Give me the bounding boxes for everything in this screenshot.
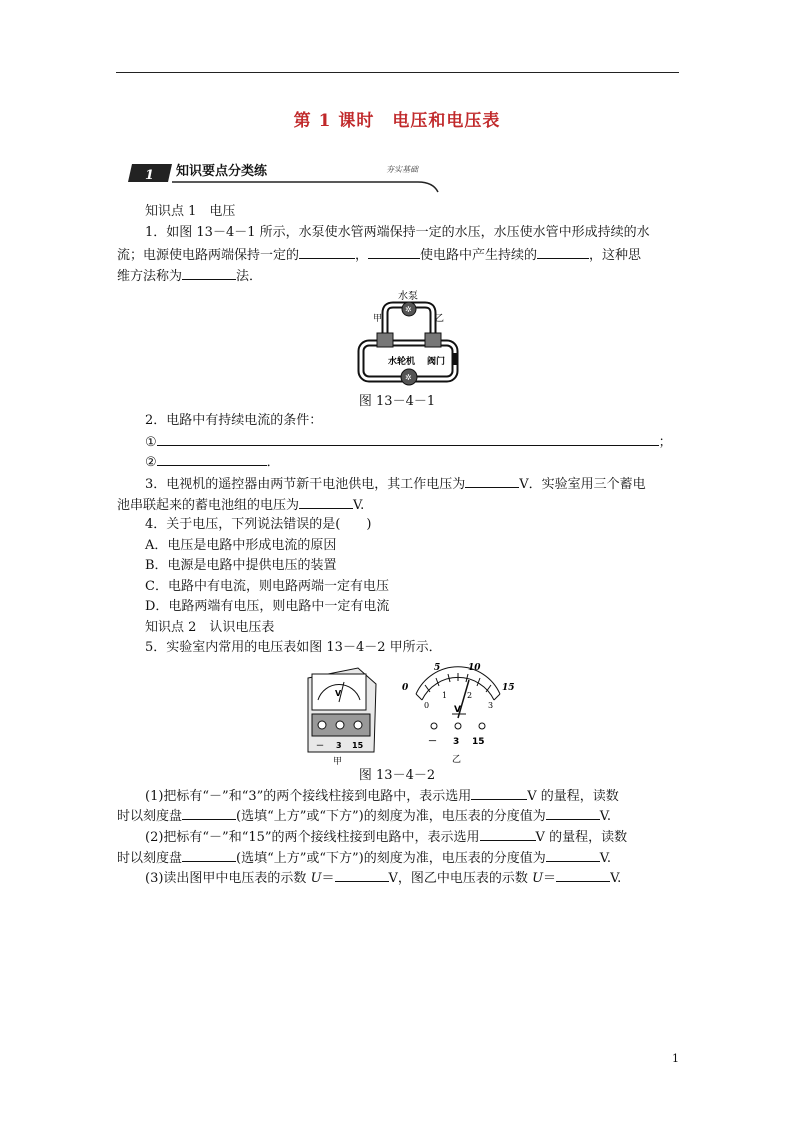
jia-label: 甲 [373, 314, 383, 324]
upper-tick-10: 10 [468, 663, 481, 673]
jia-minus: － [316, 741, 324, 750]
kp2-heading: 知识点 2 认识电压表 [145, 620, 275, 635]
svg-text:✲: ✲ [405, 305, 412, 314]
lower-tick-0: 0 [424, 701, 430, 710]
water-circuit-diagram [355, 287, 461, 387]
q4-option-a[interactable]: A．电压是电路中形成电流的原因 [145, 538, 337, 553]
jia-caption: 甲 [333, 757, 343, 767]
yi-three: 3 [453, 737, 460, 747]
q1-line1: 1．如图 13－4－1 所示，水泵使水管两端保持一定的水压，水压使水管中形成持续的水 [145, 225, 650, 240]
q2-stem: 2．电路中有持续电流的条件： [145, 413, 323, 428]
voltmeter-dial [402, 663, 515, 765]
valve-label: 阀门 [427, 357, 446, 367]
q5-blank8[interactable] [556, 867, 610, 882]
upper-tick-0: 0 [402, 683, 409, 693]
jia-v-label: V [335, 689, 342, 698]
q2-blank2[interactable] [157, 451, 267, 466]
svg-text:✲: ✲ [405, 373, 412, 382]
q5-blank4[interactable] [480, 826, 536, 841]
upper-tick-5: 5 [434, 663, 441, 673]
q3-blank2[interactable] [299, 494, 353, 509]
pump-label: 水泵 [398, 291, 418, 302]
banner-badge: 1 [145, 168, 155, 183]
section-banner [128, 158, 440, 194]
header-rule [116, 72, 679, 73]
q4-option-b[interactable]: B．电源是电路中提供电压的装置 [145, 558, 337, 573]
yi-minus: － [428, 737, 438, 747]
q5-p1-line1: (1)把标有“－”和“3”的两个接线柱接到电路中，表示选用 V 的量程，读数 [145, 785, 619, 807]
voltmeter-diagram [300, 660, 530, 768]
q5-blank6[interactable] [546, 847, 600, 862]
banner-tag: 夯实基础 [386, 165, 418, 174]
q3-line2: 池串联起来的蓄电池组的电压为 V. [117, 494, 364, 516]
lower-tick-2: 2 [467, 691, 473, 700]
upper-tick-15: 15 [502, 683, 515, 693]
q2-cond1: ① ； [145, 431, 672, 453]
q4-stem: 4．关于电压，下列说法错误的是( ) [145, 517, 372, 532]
q5-blank3[interactable] [546, 805, 600, 820]
q5-blank5[interactable] [182, 847, 236, 862]
q5-p3: (3)读出图甲中电压表的示数 U＝ V，图乙中电压表的示数 U＝ V. [145, 867, 621, 889]
fig2-caption: 图 13－4－2 [358, 768, 436, 783]
fig1-caption: 图 13－4－1 [358, 394, 436, 409]
q2-cond2: ② ． [145, 451, 280, 473]
q5-blank2[interactable] [182, 805, 236, 820]
q4-option-c[interactable]: C．电路中有电流，则电路两端一定有电压 [145, 579, 389, 594]
voltmeter-figure [300, 660, 530, 768]
yi-fifteen: 15 [472, 737, 485, 747]
q5-blank7[interactable] [335, 867, 389, 882]
yi-caption: 乙 [452, 755, 462, 765]
q5-stem: 5．实验室内常用的电压表如图 13－4－2 甲所示． [145, 640, 442, 655]
q5-blank1[interactable] [471, 785, 527, 800]
q5-p2-line1: (2)把标有“－”和“15”的两个接线柱接到电路中，表示选用 V 的量程，读数 [145, 826, 627, 848]
water-circuit-figure [355, 287, 461, 387]
page-title: 第 1 课时 电压和电压表 [293, 111, 501, 131]
q3-line1: 3．电视机的遥控器由两节新干电池供电，其工作电压为 V．实验室用三个蓄电 [145, 473, 646, 495]
lower-tick-3: 3 [488, 701, 494, 710]
kp1-heading: 知识点 1 电压 [145, 204, 236, 219]
jia-three: 3 [336, 741, 342, 750]
q1-line3: 维方法称为 法． [117, 265, 262, 287]
q5-p1-line2: 时以刻度盘 (选填“上方”或“下方”)的刻度为准，电压表的分度值为 V. [117, 805, 611, 827]
q2-blank1[interactable] [157, 431, 659, 446]
turbine-label: 水轮机 [388, 357, 416, 367]
jia-fifteen: 15 [352, 741, 364, 750]
q4-option-d[interactable]: D．电路两端有电压，则电路中一定有电流 [145, 599, 390, 614]
lower-tick-1: 1 [442, 691, 448, 700]
q1-blank4[interactable] [182, 265, 236, 280]
yi-label: 乙 [435, 314, 445, 324]
q5-p2-line2: 时以刻度盘 (选填“上方”或“下方”)的刻度为准，电压表的分度值为 V. [117, 847, 611, 869]
yi-v-label: V [454, 705, 461, 715]
voltmeter-photo [308, 668, 376, 767]
q1-line2: 流；电源使电路两端保持一定的 ， 使电路中产生持续的 ，这种思 [117, 244, 641, 266]
q3-blank1[interactable] [465, 473, 519, 488]
q1-blank1[interactable] [299, 244, 355, 259]
page-number: 1 [672, 1052, 679, 1065]
q1-blank2[interactable] [368, 244, 420, 259]
banner-label: 知识要点分类练 [176, 164, 268, 179]
q1-blank3[interactable] [537, 244, 589, 259]
